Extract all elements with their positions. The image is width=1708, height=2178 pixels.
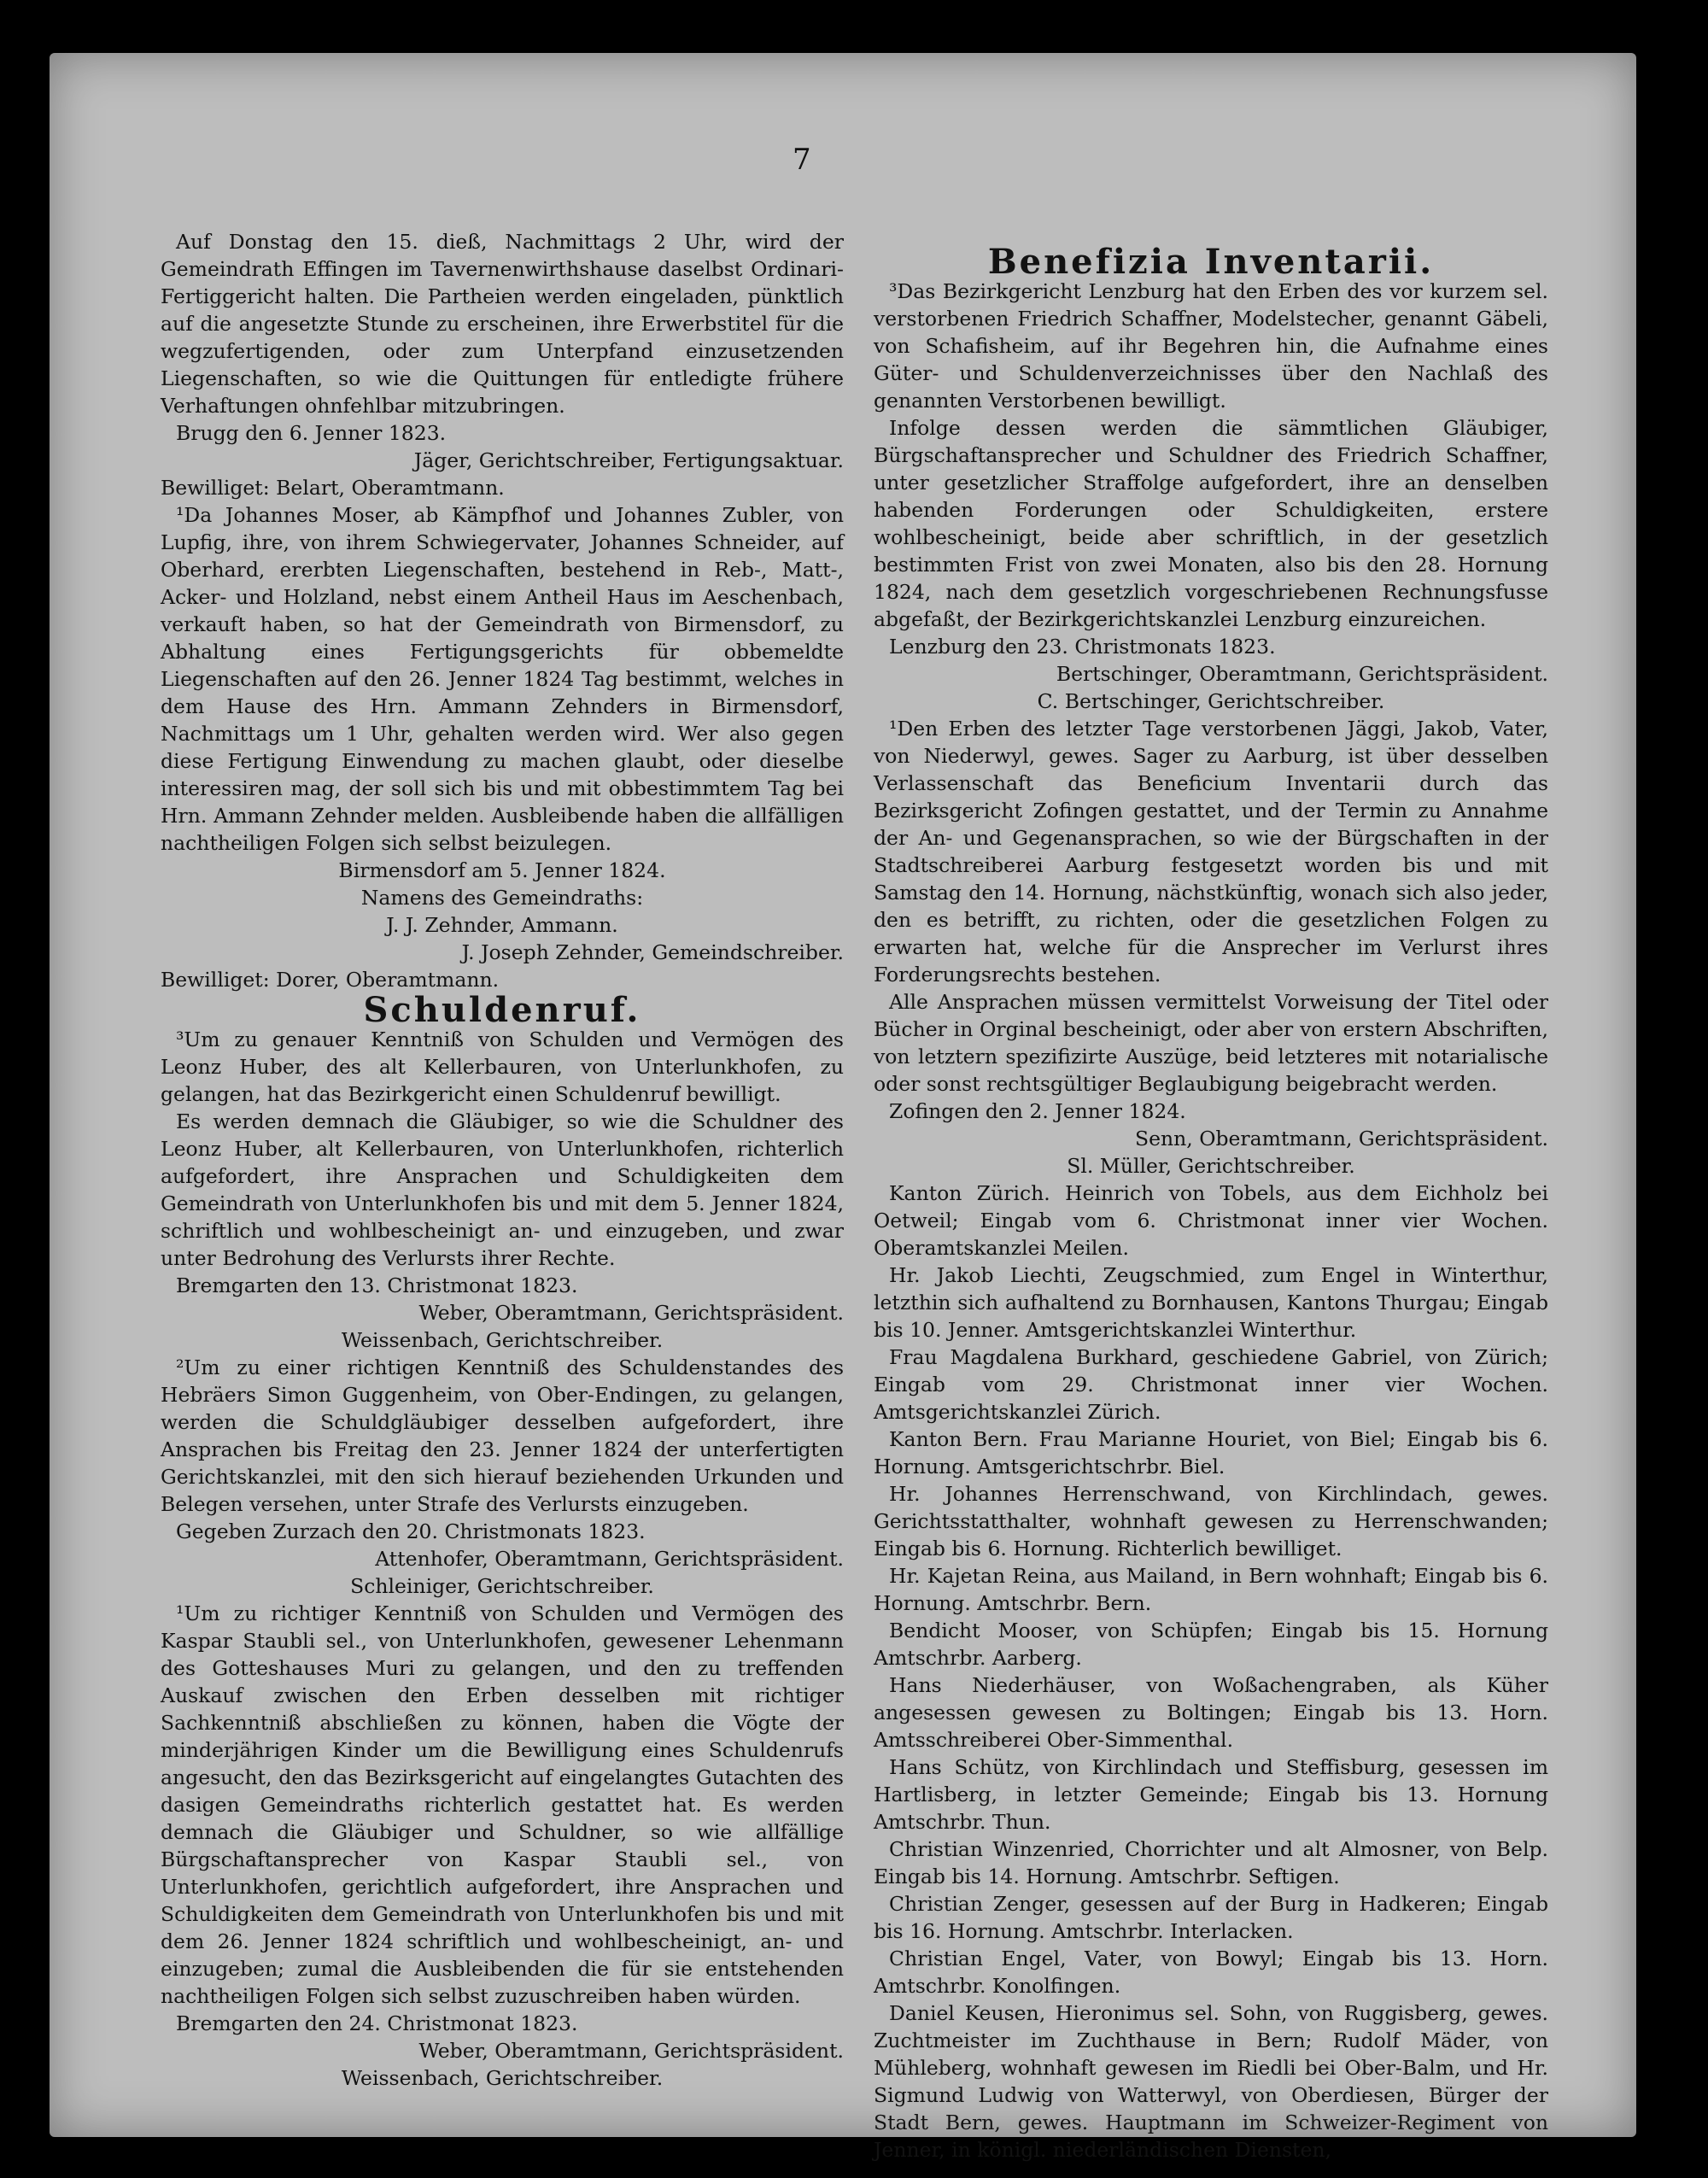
list-item: Hans Schütz, von Kirchlindach und Steffisburg, gesessen im Hartlisberg, in letzter Gemeinde; Eingab bis 13. Hornung Amtschrbr. Thun.	[874, 1755, 1548, 1834]
notice-date: Zofingen den 2. Jenner 1824.	[889, 1099, 1186, 1123]
list-item: Hr. Jakob Liechti, Zeugschmied, zum Engel in Winterthur, letzthin sich aufhaltend zu Bornhausen, Kantons Thurgau; Eingab bis 10. Jenner. Amtsgerichtskanzlei Winterthur.	[874, 1263, 1548, 1342]
list-item: Frau Magdalena Burkhard, geschiedene Gabriel, von Zürich; Eingab vom 29. Christmonat inner vier Wochen. Amtsgerichtskanzlei Zürich.	[874, 1345, 1548, 1424]
notice-approval: Bewilliget: Dorer, Oberamtmann.	[161, 968, 500, 992]
section-heading-schuldenruf: Schuldenruf.	[363, 990, 641, 1030]
list-item: Christian Zenger, gesessen auf der Burg in Hadkeren; Eingab bis 16. Hornung. Amtschrbr. Interlacken.	[874, 1892, 1548, 1943]
notice-namens: Namens des Gemeindraths:	[360, 886, 644, 910]
notice-date: Lenzburg den 23. Christmonats 1823.	[889, 635, 1276, 659]
list-item: Kanton Bern. Frau Marianne Houriet, von Biel; Eingab bis 6. Hornung. Amtsgerichtschrbr. Biel.	[874, 1427, 1548, 1478]
notice-date: Birmensdorf am 5. Jenner 1824.	[338, 858, 666, 882]
right-column	[874, 242, 1548, 2163]
section-heading-benefizia: Benefizia Inventarii.	[987, 242, 1435, 282]
notice-signature: Weissenbach, Gerichtschreiber.	[341, 1328, 664, 1352]
notice-date: Gegeben Zurzach den 20. Christmonats 1823.	[176, 1519, 646, 1543]
notice-schaffner: ³Das Bezirkgericht Lenzburg hat den Erben des vor kurzem sel. verstorbenen Friedrich Schaffner, Modelstecher, genannt Gäbeli, von Schafisheim, auf ihr Begehren hin, die Aufnahme eines Güter- und Schuldenverzeichnisses über den Nachlaß des genannten Verstorbenen bewilligt.	[874, 279, 1548, 413]
list-item: Hr. Johannes Herrenschwand, von Kirchlindach, gewes. Gerichtsstatthalter, wohnhaft gewesen zu Herrenschwanden; Eingab bis 6. Hornung. Richterlich bewilliget.	[874, 1482, 1548, 1560]
list-item: Daniel Keusen, Hieronimus sel. Sohn, von Ruggisberg, gewes. Zuchtmeister im Zuchthause in Bern; Rudolf Mäder, von Mühleberg, wohnhaft gewesen im Riedli bei Ober-Balm, und Hr. Sigmund Ludwig von Watterwyl, von Oberdiesen, Bürger der Stadt Bern, gewes. Hauptmann im Schweizer-Regiment von Jenner, in königl. niederländischen Diensten,	[874, 2001, 1548, 2162]
notice-signature: Weber, Oberamtmann, Gerichtspräsident.	[418, 2039, 844, 2063]
notice-schaffner-cont: Infolge dessen werden die sämmtlichen Gläubiger, Bürgschaftansprecher und Schuldner des Friedrich Schaffner, unter gesetzlicher Straffolge aufgefordert, ihre an denselben habenden Forderungen oder Schuldigkeiten, erstere wohlbescheinigt, beide aber schriftlich, in der gesetzlich bestimmten Frist von zwei Monaten, also bis den 28. Hornung 1824, nach dem gesetzlich vorgeschriebenen Rechnungsfusse abgefaßt, der Bezirkgerichtskanzlei Lenzburg einzureichen.	[874, 416, 1548, 631]
notice-signature: Weissenbach, Gerichtschreiber.	[341, 2066, 664, 2090]
list-item: Bendicht Mooser, von Schüpfen; Eingab bis 15. Hornung Amtschrbr. Aarberg.	[874, 1619, 1548, 1670]
notice-signature: J. J. Zehnder, Ammann.	[386, 913, 618, 937]
page-number: 7	[793, 143, 811, 177]
newspaper-page	[50, 53, 1636, 2162]
notice-signature: C. Bertschinger, Gerichtschreiber.	[1037, 689, 1385, 713]
notice-signature: Sl. Müller, Gerichtschreiber.	[1067, 1154, 1355, 1178]
notice-signature: J. Joseph Zehnder, Gemeindschreiber.	[461, 940, 844, 964]
notice-staubli: ¹Um zu richtiger Kenntniß von Schulden und Vermögen des Kaspar Staubli sel., von Unterlunkhofen, gewesener Lehenmann des Gotteshauses Muri zu gelangen, und den zu treffenden Auskauf zwischen den Erben desselben mit richtiger Sachkenntniß abschließen zu können, haben die Vögte der minderjährigen Kinder um die Bewilligung eines Schuldenrufs angesucht, den das Bezirksgericht auf eingelangtes Gutachten des dasigen Gemeindraths richterlich gestattet hat. Es werden demnach die Gläubiger und Schuldner, so wie allfällige Bürgschaftansprecher von Kaspar Staubli sel., von Unterlunkhofen, gerichtlich aufgefordert, ihre Ansprachen und Schuldigkeiten dem Gemeindrath von Unterlunkhofen bis und mit dem 26. Jenner 1824 schriftlich und wohlbescheinigt, an- und einzugeben; zumal die Ausbleibenden die für sie entstehenden nachtheiligen Folgen sich selbst zuzuschreiben haben würden.	[161, 1601, 844, 2008]
notice-date: Bremgarten den 24. Christmonat 1823.	[176, 2011, 578, 2035]
notice-approval: Bewilliget: Belart, Oberamtmann.	[161, 476, 505, 500]
notice-signature: Bertschinger, Oberamtmann, Gerichtspräsident.	[1056, 662, 1548, 686]
notice-guggenheim: ²Um zu einer richtigen Kenntniß des Schuldenstandes des Hebräers Simon Guggenheim, von Ober-Endingen, zu gelangen, werden die Schuldgläubiger desselben aufgefordert, ihre Ansprachen bis Freitag den 23. Jenner 1824 der unterfertigten Gerichtskanzlei, mit den sich hierauf beziehenden Urkunden und Belegen versehen, unter Strafe des Verlursts einzugeben.	[161, 1355, 844, 1516]
list-item: Hans Niederhäuser, von Woßachengraben, als Küher angesessen gewesen zu Boltingen; Eingab bis 13. Horn. Amtsschreiberei Ober-Simmenthal.	[874, 1673, 1548, 1752]
notice-jaeggi-cont: Alle Ansprachen müssen vermittelst Vorweisung der Titel oder Bücher in Orginal bescheinigt, oder aber von erstern Abschriften, von letztern spezifizirte Auszüge, beid letzteres mit notarialische oder sonst rechtsgültiger Beglaubigung beigebracht werden.	[874, 990, 1548, 1096]
notice-jaeggi: ¹Den Erben des letzter Tage verstorbenen Jäggi, Jakob, Vater, von Niederwyl, gewes. Sager zu Aarburg, ist über desselben Verlassenschaft das Beneficium Inventarii durch das Bezirksgericht Zofingen gestattet, und der Termin zu Annahme der An- und Gegenansprachen, so wie der Bürgschaften in der Stadtschreiberei Aarburg festgesetzt worden bis und mit Samstag den 14. Hornung, nächstkünftig, wonach sich also jeder, den es betrifft, zu richten, oder die gesetzlichen Folgen zu erwarten hat, welche für die Ansprecher im Verlurst ihres Forderungsrechts bestehen.	[874, 717, 1548, 987]
notice-signature: Jäger, Gerichtschreiber, Fertigungsaktuar.	[413, 448, 844, 472]
notice-signature: Senn, Oberamtmann, Gerichtspräsident.	[1135, 1127, 1548, 1150]
notice-huber: ³Um zu genauer Kenntniß von Schulden und Vermögen des Leonz Huber, des alt Kellerbauren, von Unterlunkhofen, zu gelangen, hat das Bezirkgericht einen Schuldenruf bewilligt.	[161, 1028, 844, 1106]
list-item: Hr. Kajetan Reina, aus Mailand, in Bern wohnhaft; Eingab bis 6. Hornung. Amtschrbr. Bern.	[874, 1564, 1548, 1615]
left-column	[161, 228, 844, 2092]
notice-date: Bremgarten den 13. Christmonat 1823.	[176, 1273, 578, 1297]
notice-signature: Schleiniger, Gerichtschreiber.	[350, 1574, 654, 1598]
list-item: Kanton Zürich. Heinrich von Tobels, aus dem Eichholz bei Oetweil; Eingab vom 6. Christmonat inner vier Wochen. Oberamtskanzlei Meilen.	[874, 1181, 1548, 1260]
list-item: Christian Engel, Vater, von Bowyl; Eingab bis 13. Horn. Amtschrbr. Konolfingen.	[874, 1947, 1548, 1998]
notice-effingen: Auf Donstag den 15. dieß, Nachmittags 2 Uhr, wird der Gemeindrath Effingen im Tavernenwirthshause daselbst Ordinari-Fertiggericht halten. Die Partheien werden eingeladen, pünktlich auf die angesetzte Stunde zu erscheinen, ihre Erwerbstitel für die wegzufertigenden, oder zum Unterpfand einzusetzenden Liegenschaften, so wie die Quittungen für entledigte frühere Verhaftungen ohnfehlbar mitzubringen.	[161, 230, 844, 418]
notice-date: Brugg den 6. Jenner 1823.	[176, 421, 447, 445]
notice-signature: Weber, Oberamtmann, Gerichtspräsident.	[418, 1301, 844, 1325]
notice-signature: Attenhofer, Oberamtmann, Gerichtspräsident.	[375, 1547, 844, 1571]
notice-moser: ¹Da Johannes Moser, ab Kämpfhof und Johannes Zubler, von Lupfig, ihre, von ihrem Schwiegervater, Johannes Schneider, auf Oberhard, ererbten Liegenschaften, bestehend in Reb-, Matt-, Acker- und Holzland, nebst einem Antheil Haus im Aeschenbach, verkauft haben, so hat der Gemeindrath von Birmensdorf, zu Abhaltung eines Fertigungsgerichts für obbemeldte Liegenschaften auf den 26. Jenner 1824 Tag bestimmt, welches in dem Hause des Hrn. Ammann Zehnders in Birmensdorf, Nachmittags um 1 Uhr, gehalten werden wird. Wer also gegen diese Fertigung Einwendung zu machen glaubt, oder dieselbe interessiren mag, der soll sich bis und mit obbestimmtem Tag bei Hrn. Ammann Zehnder melden. Ausbleibende haben die allfälligen nachtheiligen Folgen sich selbst beizulegen.	[161, 503, 844, 855]
notice-huber-cont: Es werden demnach die Gläubiger, so wie die Schuldner des Leonz Huber, alt Kellerbauren, von Unterlunkhofen, richterlich aufgefordert, ihre Ansprachen und Schuldigkeiten dem Gemeindrath von Unterlunkhofen bis und mit dem 5. Jenner 1824, schriftlich und wohlbescheinigt an- und einzugeben, und zwar unter Bedrohung des Verlursts ihrer Rechte.	[161, 1109, 844, 1270]
list-item: Christian Winzenried, Chorrichter und alt Almosner, von Belp. Eingab bis 14. Hornung. Amtschrbr. Seftigen.	[874, 1837, 1548, 1888]
